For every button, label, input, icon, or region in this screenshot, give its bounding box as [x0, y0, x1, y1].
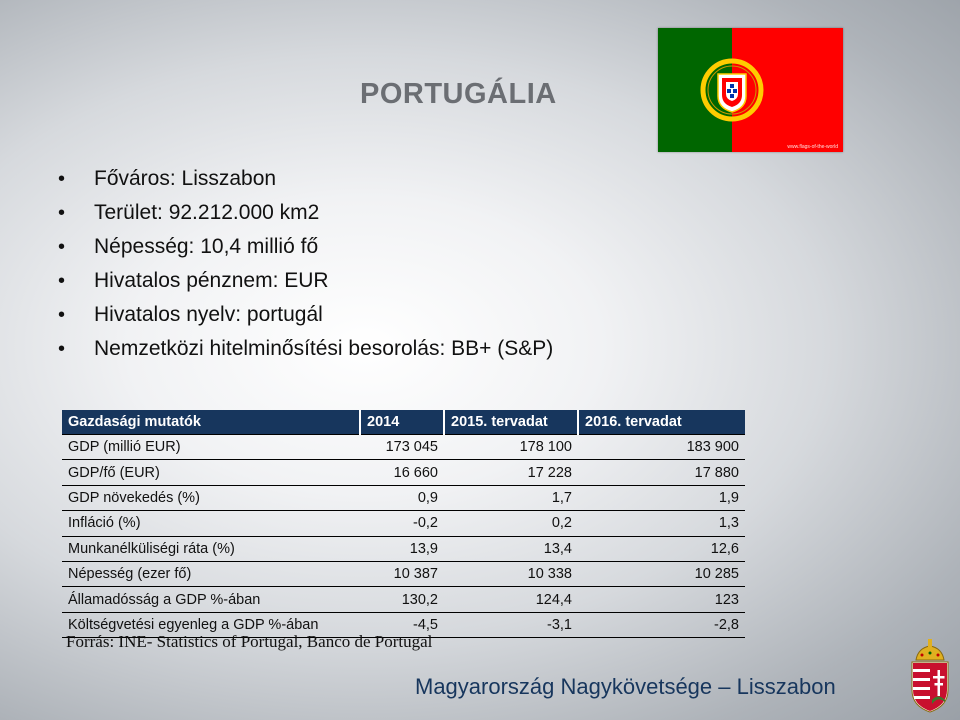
page-title: PORTUGÁLIA	[360, 78, 557, 110]
table-header-row	[62, 410, 745, 435]
header-2014: 2014	[360, 410, 444, 435]
cell-2016: 1,9	[578, 485, 745, 510]
header-2015: 2015. tervadat	[444, 410, 578, 435]
cell-2015: 178 100	[444, 435, 578, 460]
info-bullet-list	[58, 164, 553, 368]
embassy-footer: Magyarország Nagykövetsége – Lisszabon	[415, 674, 836, 699]
row-label: GDP/fő (EUR)	[62, 460, 360, 485]
table-row	[62, 435, 745, 460]
bullet-currency: • Hivatalos pénznem: EUR	[58, 266, 553, 300]
cell-2016: 183 900	[578, 435, 745, 460]
cell-2015: 13,4	[444, 536, 578, 561]
cell-2014: 173 045	[360, 435, 444, 460]
row-label: Költségvetési egyenleg a GDP %-ában	[62, 612, 360, 637]
row-label: Népesség (ezer fő)	[62, 561, 360, 586]
bullet-area: • Terület: 92.212.000 km2	[58, 198, 553, 232]
table-row	[62, 561, 745, 586]
cell-2015: 10 338	[444, 561, 578, 586]
cell-2014: -0,2	[360, 511, 444, 536]
cell-2014: 10 387	[360, 561, 444, 586]
cell-2015: -3,1	[444, 612, 578, 637]
row-label: GDP (millió EUR)	[62, 435, 360, 460]
economic-indicators-table	[62, 410, 745, 638]
cell-2016: 1,3	[578, 511, 745, 536]
cell-2016: 10 285	[578, 561, 745, 586]
portugal-flag	[658, 28, 843, 152]
cell-2014: 0,9	[360, 485, 444, 510]
header-indicator: Gazdasági mutatók	[62, 410, 360, 435]
cell-2014: 13,9	[360, 536, 444, 561]
cell-2014: 130,2	[360, 587, 444, 612]
table-row	[62, 587, 745, 612]
cell-2015: 124,4	[444, 587, 578, 612]
bullet-credit-rating: • Nemzetközi hitelminősítési besorolás: BB+ (S&P)	[58, 334, 553, 368]
flag-credit: www.flags-of-the-world	[787, 144, 838, 150]
cell-2016: 12,6	[578, 536, 745, 561]
table-row	[62, 460, 745, 485]
cell-2016: -2,8	[578, 612, 745, 637]
cell-2015: 0,2	[444, 511, 578, 536]
cell-2014: 16 660	[360, 460, 444, 485]
row-label: Államadósság a GDP %-ában	[62, 587, 360, 612]
hungarian-coat-of-arms-icon	[908, 638, 952, 714]
cell-2016: 17 880	[578, 460, 745, 485]
cell-2015: 17 228	[444, 460, 578, 485]
row-label: Infláció (%)	[62, 511, 360, 536]
table-row	[62, 511, 745, 536]
table-row	[62, 485, 745, 510]
cell-2016: 123	[578, 587, 745, 612]
bullet-population: • Népesség: 10,4 millió fő	[58, 232, 553, 266]
row-label: GDP növekedés (%)	[62, 485, 360, 510]
header-2016: 2016. tervadat	[578, 410, 745, 435]
table-row	[62, 536, 745, 561]
cell-2015: 1,7	[444, 485, 578, 510]
row-label: Munkanélküliségi ráta (%)	[62, 536, 360, 561]
source-note: Forrás: INE- Statistics of Portugal, Banco de Portugal	[66, 632, 433, 651]
bullet-capital: • Főváros: Lisszabon	[58, 164, 553, 198]
cell-2014: -4,5	[360, 612, 444, 637]
bullet-language: • Hivatalos nyelv: portugál	[58, 300, 553, 334]
